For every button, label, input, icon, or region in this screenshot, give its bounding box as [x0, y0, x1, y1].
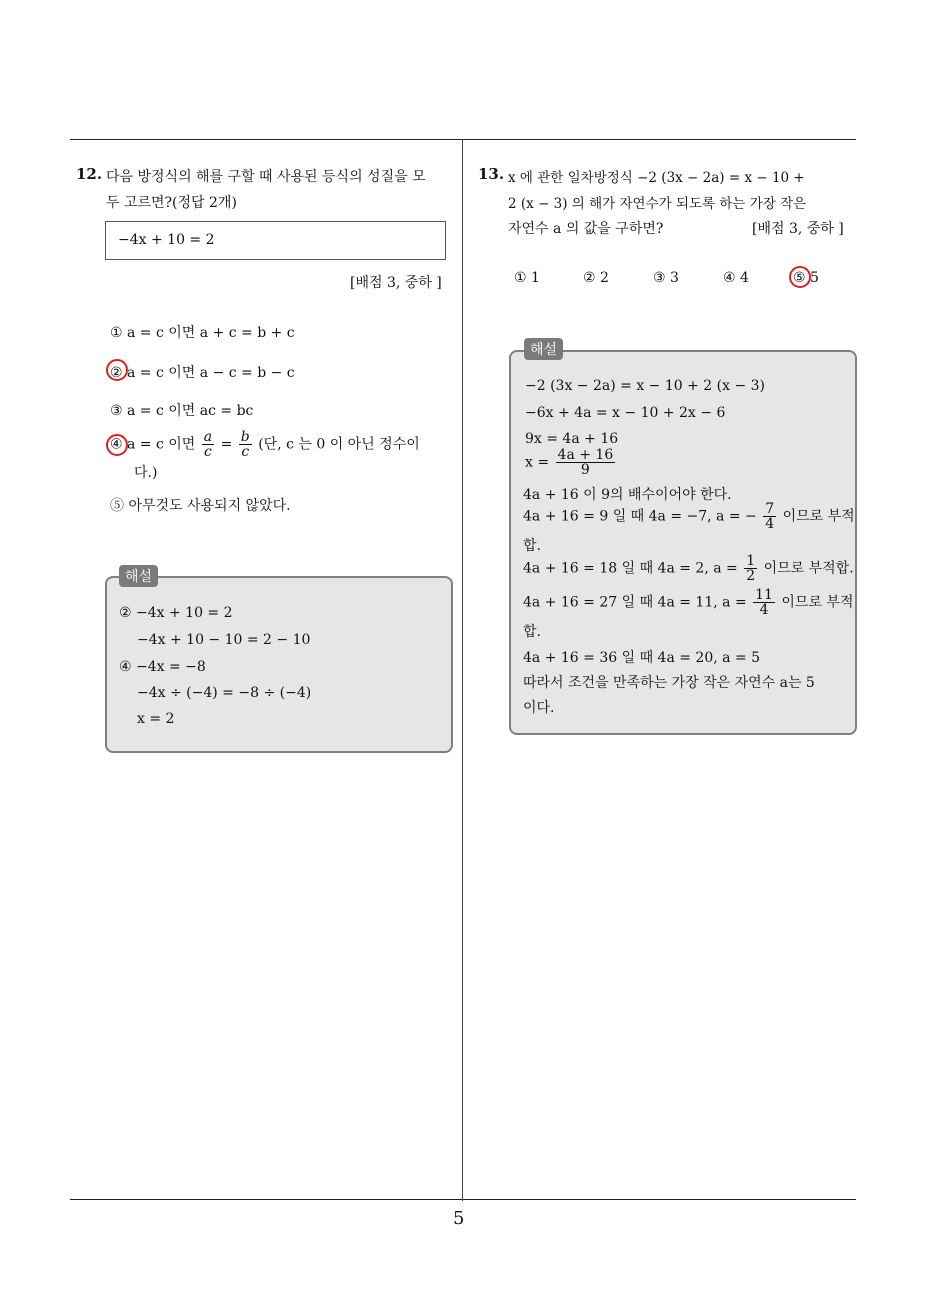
- solution-box: [509, 350, 857, 735]
- solution-line: −2 (3x − 2a) = x − 10 + 2 (x − 3): [525, 378, 766, 394]
- choice-5[interactable]: ⑤ 5: [793, 270, 819, 286]
- score-label: [배점 3, 중하 ]: [752, 221, 844, 237]
- option-4-continued: 다.): [134, 465, 158, 481]
- question-text: 자연수 a 의 값을 구하면?: [508, 221, 664, 237]
- option-3[interactable]: ③ a = c 이면 ac = bc: [110, 403, 254, 419]
- question-number: 12.: [76, 165, 103, 183]
- solution-line: ② −4x + 10 = 2: [119, 605, 233, 621]
- solution-line: [523, 554, 854, 583]
- equals-sign: =: [220, 436, 233, 453]
- fraction-denominator: 4: [753, 602, 775, 617]
- fraction: [763, 502, 776, 531]
- option-5[interactable]: ⑤ 아무것도 사용되지 않았다.: [110, 498, 291, 514]
- solution-line: 4a + 16 이 9의 배수이어야 한다.: [523, 487, 732, 503]
- page-number: 5: [453, 1208, 465, 1229]
- solution-text: 이므로 부적: [781, 594, 854, 611]
- equation-box: [105, 221, 446, 260]
- bottom-rule: [70, 1199, 856, 1200]
- fraction-numerator: 7: [765, 501, 775, 517]
- top-rule: [70, 139, 856, 140]
- solution-text: 이므로 부적: [782, 508, 855, 525]
- solution-line: 이다.: [523, 700, 555, 716]
- answer-mark-circle: [106, 434, 128, 456]
- solution-line: −6x + 4a = x − 10 + 2x − 6: [525, 405, 726, 421]
- fraction-numerator: 11: [755, 587, 773, 603]
- option-4[interactable]: [110, 430, 420, 459]
- column-divider: [462, 139, 463, 1201]
- question-text: 2 (x − 3) 의 해가 자연수가 되도록 하는 가장 작은: [508, 196, 807, 212]
- fraction: [744, 554, 757, 583]
- choice-1[interactable]: ① 1: [514, 270, 540, 286]
- solution-text: 4a + 16 = 9 일 때 4a = −7, a = −: [523, 508, 757, 525]
- solution-line: [525, 448, 617, 477]
- fraction-numerator: b: [240, 429, 250, 445]
- choice-3[interactable]: ③ 3: [653, 270, 679, 286]
- fraction-numerator: a: [203, 429, 213, 445]
- question-text: x 에 관한 일차방정식 −2 (3x − 2a) = x − 10 +: [508, 170, 805, 186]
- option-1[interactable]: ① a = c 이면 a + c = b + c: [110, 325, 295, 341]
- fraction-a-over-c: [202, 430, 214, 459]
- solution-line: x = 2: [137, 711, 175, 727]
- choice-4[interactable]: ④ 4: [723, 270, 749, 286]
- option-4-label: ④ a = c 이면: [110, 436, 196, 453]
- solution-line: ④ −4x = −8: [119, 659, 206, 675]
- fraction-denominator: c: [202, 444, 214, 459]
- solution-line: [523, 588, 853, 617]
- solution-line: −4x ÷ (−4) = −8 ÷ (−4): [137, 685, 312, 701]
- fraction-denominator: 4: [765, 516, 775, 532]
- fraction-b-over-c: [239, 430, 252, 459]
- solution-tag: 해설: [119, 565, 158, 587]
- solution-text: 이므로 부적합.: [763, 560, 854, 577]
- choice-2[interactable]: ② 2: [583, 270, 609, 286]
- solution-line: 따라서 조건을 만족하는 가장 작은 자연수 a는 5: [523, 675, 815, 691]
- answer-mark-circle: [789, 266, 811, 288]
- solution-tag: 해설: [524, 338, 563, 360]
- equation: −4x + 10 = 2: [118, 232, 215, 248]
- solution-line: 4a + 16 = 36 일 때 4a = 20, a = 5: [523, 650, 761, 666]
- solution-line: 합.: [523, 538, 541, 554]
- fraction-denominator: c: [239, 444, 252, 459]
- option-2[interactable]: ② a = c 이면 a − c = b − c: [110, 365, 295, 381]
- fraction: [556, 448, 616, 477]
- solution-line: 9x = 4a + 16: [525, 431, 619, 447]
- solution-line: 합.: [523, 624, 541, 640]
- solution-text: x =: [525, 454, 550, 471]
- solution-text: 4a + 16 = 18 일 때 4a = 2, a =: [523, 560, 738, 577]
- solution-line: −4x + 10 − 10 = 2 − 10: [137, 632, 311, 648]
- fraction-denominator: 9: [556, 462, 616, 477]
- answer-mark-circle: [106, 359, 128, 381]
- solution-box: [105, 576, 453, 753]
- solution-line: [523, 502, 855, 531]
- fraction-numerator: 4a + 16: [557, 447, 614, 463]
- question-number: 13.: [478, 165, 505, 183]
- option-4-condition: (단, c 는 0 이 아닌 정수이: [258, 436, 420, 453]
- fraction-denominator: 2: [746, 568, 756, 584]
- solution-text: 4a + 16 = 27 일 때 4a = 11, a =: [523, 594, 747, 611]
- score-label: [배점 3, 중하 ]: [350, 275, 442, 291]
- question-text: 두 고르면?(정답 2개): [106, 195, 237, 211]
- fraction: [753, 588, 775, 617]
- question-text: 다음 방정식의 해를 구할 때 사용된 등식의 성질을 모: [106, 169, 426, 185]
- fraction-numerator: 1: [746, 553, 756, 569]
